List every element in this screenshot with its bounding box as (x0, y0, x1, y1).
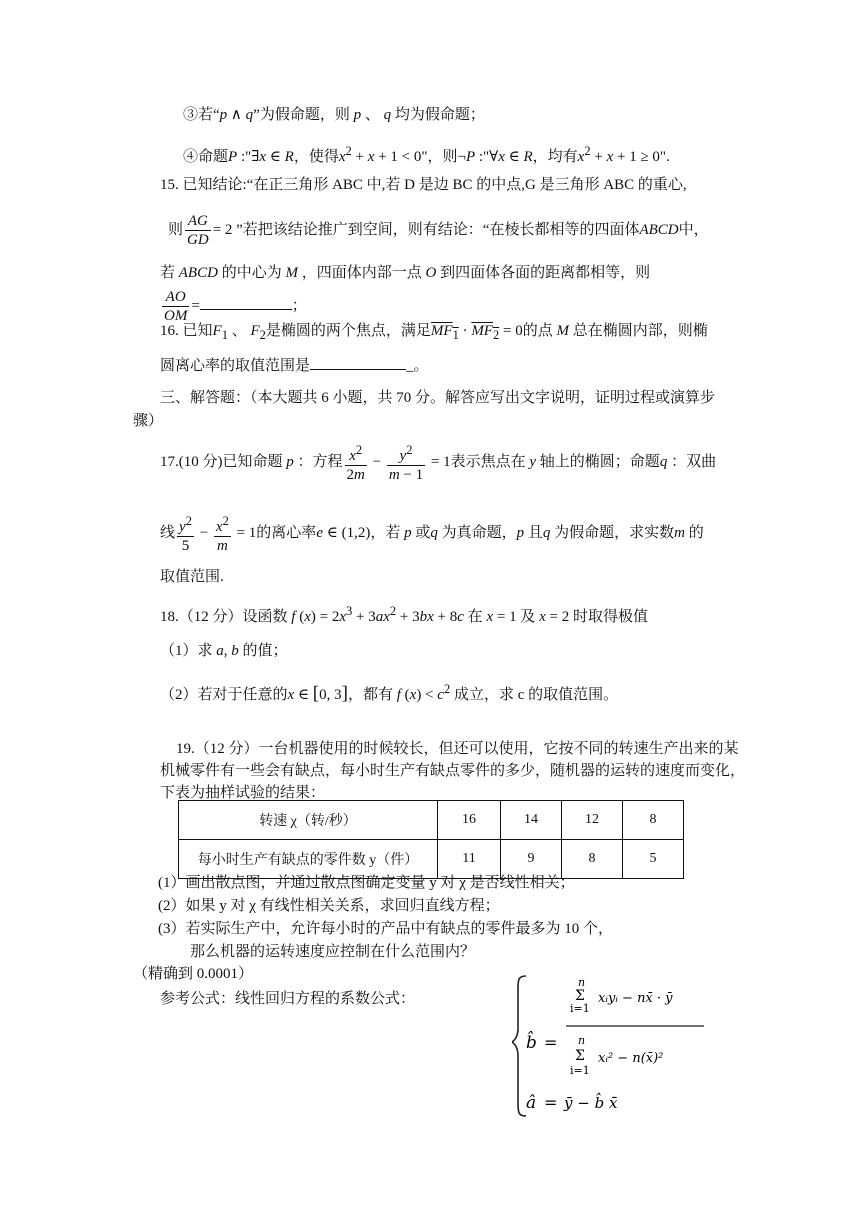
table-cell: 14 (501, 801, 562, 840)
q15-line4: $\frac{AO}{OM}$ = ； (164, 289, 307, 325)
table-cell: 12 (562, 801, 623, 840)
table-cell: 11 (438, 840, 501, 879)
svg-text:xᵢ² − n(x̄)²: xᵢ² − n(x̄)² (598, 1051, 664, 1066)
q19-sub2: (2）如果 y 对 χ 有线性相关关系，求回归直线方程； (158, 898, 500, 914)
q16-answer-blank (310, 355, 406, 370)
q18-line1: 18.（12 分）设函数 f $(x) = 2x^3 + 3ax^2 + 3bx + 8c$ 在 x = 1 及 x = 2 时取得极值 (160, 604, 648, 625)
svg-text:n: n (578, 976, 586, 989)
svg-text:i=1: i=1 (570, 1002, 590, 1015)
q14-item4: ④命题P :"∃x ∈ R，使得$x^2 + x + 1 < 0$"，则¬P :"∀x ∈ R，均有$x^2 + x + 1 \ge 0$". (183, 144, 670, 165)
section3-heading-cont: 骤） (133, 413, 164, 429)
table-row-label: 每小时生产有缺点的零件数 y（件） (179, 840, 438, 879)
q18-sub1: （1）求 a, b 的值； (160, 643, 288, 659)
table-cell: 16 (438, 801, 501, 840)
svg-text:xᵢyᵢ − nx̄ · ȳ: xᵢyᵢ − nx̄ · ȳ (598, 991, 673, 1006)
svg-text:=: = (544, 1033, 558, 1052)
q15-answer-blank (200, 295, 292, 310)
q19-sub1: (1）画出散点图，并通过散点图确定变量 y 对 χ 是否线性相关； (158, 875, 575, 891)
table-cell: 8 (623, 801, 684, 840)
section3-heading: 三、解答题：（本大题共 6 小题，共 70 分。解答应写出文字说明，证明过程或演算步 (160, 390, 716, 406)
table-cell: 5 (623, 840, 684, 879)
q16-line2: 圆离心率的取值范围是 _。 (160, 355, 429, 377)
q17-line3: 取值范围. (160, 569, 224, 585)
q19-sub3-cont: 那么机器的运转速度应控制在什么范围内？ (190, 944, 476, 960)
q15-line2: 则 $\frac{AG}{GD}$ = 2 ”若把该结论推广到空间，则有结论：“在棱长都相等的四面体ABCD中， (168, 213, 709, 249)
q17-line1: 17.(10 分)已知命题 p ：方程 $\frac{x^2}{2m}$ − $\frac{y^2}{m - 1}$ = 1表示焦点在 y 轴上的椭圆；命题q ：双曲 (160, 443, 717, 483)
q18-sub2: （2）若对于任意的x ∈ [0, 3]，都有 f $(x) < c^2$ 成立，求 c 的取值范围。 (160, 682, 619, 704)
q15-line1: 15. 已知结论:“在正三角形 ABC 中,若 D 是边 BC 的中点,G 是三角形 ABC 的重心, (160, 177, 687, 193)
svg-text:â: â (526, 1093, 537, 1113)
svg-text:ȳ − b̂ x̄: ȳ − b̂ x̄ (564, 1094, 618, 1112)
q16-line1: 16. 已知$F_1$ 、 $F_2$是椭圆的两个焦点，满足$MF_1 \cdot MF_2 = 0$的点 M 总在椭圆内部，则椭 (160, 323, 708, 342)
q19-sub3: (3）若实际生产中，允许每小时的产品中有缺点的零件最多为 10 个， (158, 921, 613, 937)
table-cell: 8 (562, 840, 623, 879)
svg-text:b̂: b̂ (526, 1033, 537, 1053)
q19-line1: 19.（12 分）一台机器使用的时候较长，但还可以使用，它按不同的转速生产出来的某 (176, 741, 739, 757)
q15-line3: 若 ABCD 的中心为 M ，四面体内部一点 O 到四面体各面的距离都相等，则 (160, 265, 651, 281)
svg-text:=: = (544, 1093, 558, 1112)
svg-text:Σ: Σ (575, 988, 585, 1004)
table-cell: 9 (501, 840, 562, 879)
svg-text:i=1: i=1 (570, 1064, 590, 1077)
q19-line3: 下表为抽样试验的结果： (160, 785, 326, 801)
table-row-label: 转速 χ（转/秒） (179, 801, 438, 840)
q19-reference-label: 参考公式：线性回归方程的系数公式： (160, 991, 416, 1007)
q19-precision-note: （精确到 0.0001） (133, 966, 254, 982)
table-row (179, 801, 684, 840)
svg-text:n: n (578, 1034, 586, 1047)
q19-data-table (178, 800, 684, 879)
q14-item3: ③若“p ∧ q”为假命题，则 p 、 q 均为假命题； (183, 107, 485, 123)
svg-text:Σ: Σ (575, 1048, 585, 1064)
q19-line2: 机械零件有一些会有缺点，每小时生产有缺点零件的多少，随机器的运转的速度而变化， (160, 763, 746, 779)
q17-line2: 线 $\frac{y^2}{5}$ − $\frac{x^2}{m}$ = 1的离心率e ∈ (1,2)，若 p 或q 为真命题，p 且q 为假命题，求实数m 的 (160, 514, 704, 554)
regression-formula-image (512, 970, 712, 1120)
